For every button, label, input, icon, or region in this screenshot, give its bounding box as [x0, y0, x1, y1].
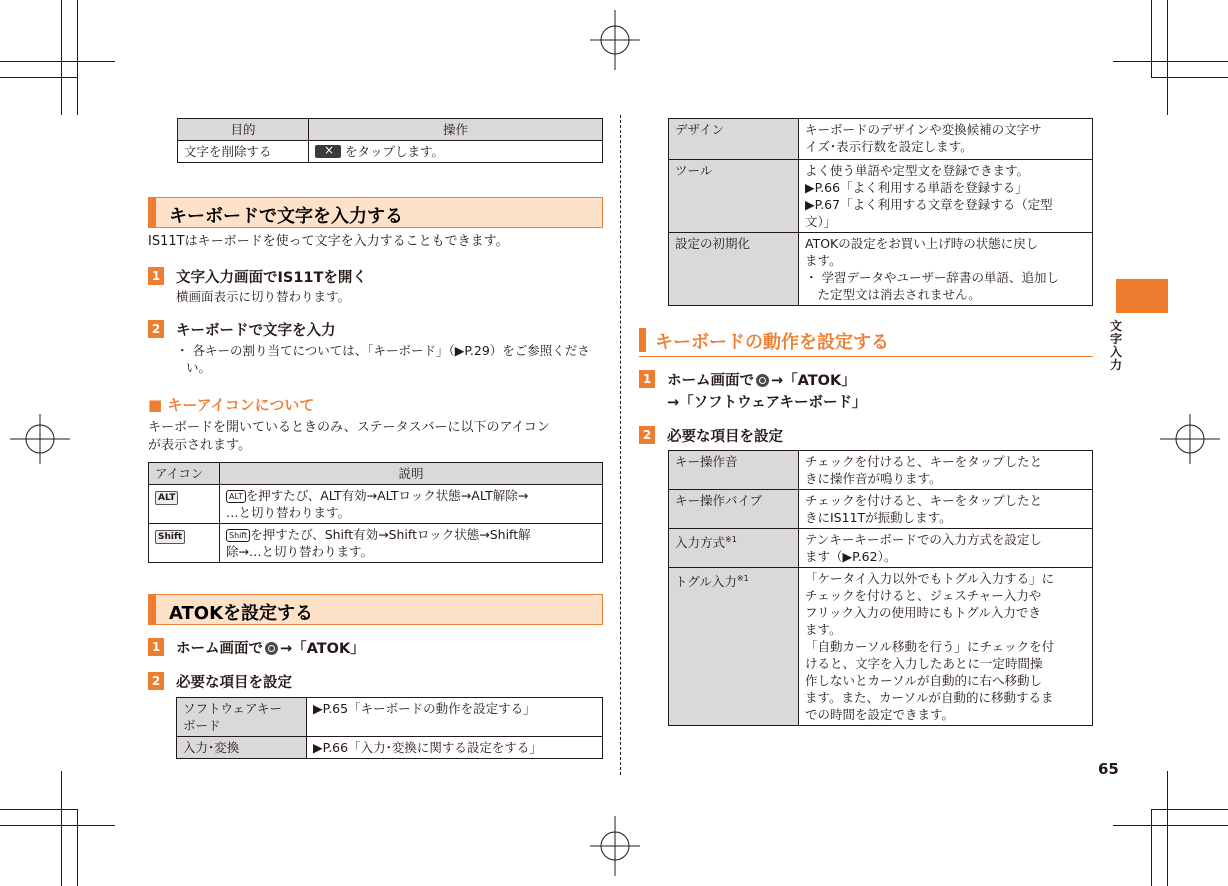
table-row: 入力･変換 ▶P.66「入力･変換に関する設定をする」 — [177, 737, 603, 759]
table-row: 入力方式$^{※1}$ テンキーキーボードでの入力方式を設定し ます（▶P.62）。 — [669, 529, 1093, 568]
sub-heading: ■ キーアイコンについて — [148, 396, 315, 414]
step-title: ホーム画面で →「ATOK」 — [176, 641, 365, 657]
step-number: 1 — [148, 638, 164, 656]
step-number: 1 — [639, 370, 655, 388]
table-header: 操作 — [309, 119, 603, 141]
column-divider — [620, 115, 621, 775]
alt-status-icon: ALT — [155, 491, 178, 505]
registration-mark-left — [10, 414, 70, 464]
shift-status-icon: Shift — [155, 530, 185, 544]
step-note: い。 — [186, 360, 212, 375]
table-row — [149, 524, 603, 563]
page-number: 65 — [1098, 760, 1119, 778]
table-row — [149, 485, 603, 524]
table-header: 目的 — [178, 119, 309, 141]
table-row: キー操作音 チェックを付けると、キーをタップしたと きに操作音が鳴ります。 — [669, 451, 1093, 490]
table-row: デザイン キーボードのデザインや変換候補の文字サ イズ･表示行数を設定します。 — [669, 119, 1093, 160]
step-title: キーボードで文字を入力 — [176, 323, 336, 339]
section-heading-keyboard-behavior — [639, 328, 1093, 358]
step-number: 1 — [148, 267, 164, 285]
step-number: 2 — [148, 320, 164, 338]
apps-icon — [265, 642, 278, 655]
step-title: 必要な項目を設定 — [667, 429, 783, 445]
apps-icon — [756, 374, 769, 387]
step-note: ・ 各キーの割り当てについては、「キーボード」（▶P.29）をご参照くださ — [176, 343, 590, 358]
step-title: ホーム画面で →「ATOK」 — [667, 373, 856, 389]
atok-settings-table-cont — [668, 118, 1093, 306]
section-title: ATOKを設定する — [169, 603, 314, 624]
table-row: 設定の初期化 ATOKの設定をお買い上げ時の状態に戻し ます。 ・ 学習データやユーザー辞書の単語、追加し た定型文は消去されません。 — [669, 233, 1093, 306]
table-row: トグル入力$^{※1}$ 「ケータイ入力以外でもトグル入力する」に チェックを付けると、ジェスチャー入力や フリック入力の使用時にもトグル入力でき ます。 「自動カーソル移動を行う」にチェックを付 けると、文字を入力したあとに一定時間操 作しないとカーソルが自動的に右へ移動し ます。また、カーソルが自動的に移動するま での時間を設定できます。 — [669, 568, 1093, 726]
registration-mark-bottom — [590, 816, 640, 876]
table-row: キー操作バイブ チェックを付けると、キーをタップしたと きにIS11Tが振動します。 — [669, 490, 1093, 529]
action-cell — [309, 141, 603, 163]
table-header: 説明 — [220, 463, 603, 485]
icon-table — [148, 462, 603, 563]
step-desc: 横画面表示に切り替わります。 — [176, 289, 351, 304]
action-text: をタップします。 — [344, 144, 444, 159]
table-row: ツール よく使う単語や定型文を登録できます。 ▶P.66「よく利用する単語を登録する」 ▶P.67「よく利用する文章を登録する（定型 文）」 — [669, 160, 1093, 233]
alt-key-icon: ALT — [226, 490, 246, 503]
desc-line: 除→…と切り替わります。 — [226, 544, 373, 559]
section-heading-keyboard-input — [148, 197, 603, 228]
chapter-tab — [1116, 279, 1168, 313]
keyboard-settings-table — [668, 450, 1093, 726]
chapter-label: 文字入力 — [1110, 319, 1123, 372]
step-number: 2 — [148, 672, 164, 690]
desc-line: を押すたび、ALT有効→ALTロック状態→ALT解除→ — [245, 488, 529, 503]
sub-text: キーボードを開いているときのみ、ステータスバーに以下のアイコン — [148, 420, 550, 435]
intro-text: IS11Tはキーボードを使って文字を入力することもできます。 — [148, 234, 509, 249]
registration-mark-right — [1160, 414, 1220, 464]
registration-mark-top — [590, 10, 640, 70]
desc-line: を押すたび、Shift有効→Shiftロック状態→Shift解 — [250, 527, 531, 542]
sub-text: が表示されます。 — [148, 438, 251, 453]
section-title: キーボードの動作を設定する — [655, 332, 889, 353]
purpose-cell: 文字を削除する — [178, 141, 309, 163]
atok-settings-table — [176, 697, 603, 759]
delete-table — [177, 118, 603, 163]
table-header: アイコン — [149, 463, 220, 485]
step-number: 2 — [639, 426, 655, 444]
section-title: キーボードで文字を入力する — [169, 206, 403, 227]
step-title: 文字入力画面でIS11Tを開く — [176, 270, 367, 286]
step-title-cont: →「ソフトウェアキーボード」 — [667, 395, 867, 411]
section-heading-atok — [148, 594, 603, 625]
delete-key-icon — [315, 145, 341, 158]
shift-key-icon: Shift — [226, 529, 250, 542]
desc-line: …と切り替わります。 — [226, 505, 351, 520]
step-title: 必要な項目を設定 — [176, 675, 292, 691]
table-row: ソフトウェアキー ボード ▶P.65「キーボードの動作を設定する」 — [177, 698, 603, 737]
